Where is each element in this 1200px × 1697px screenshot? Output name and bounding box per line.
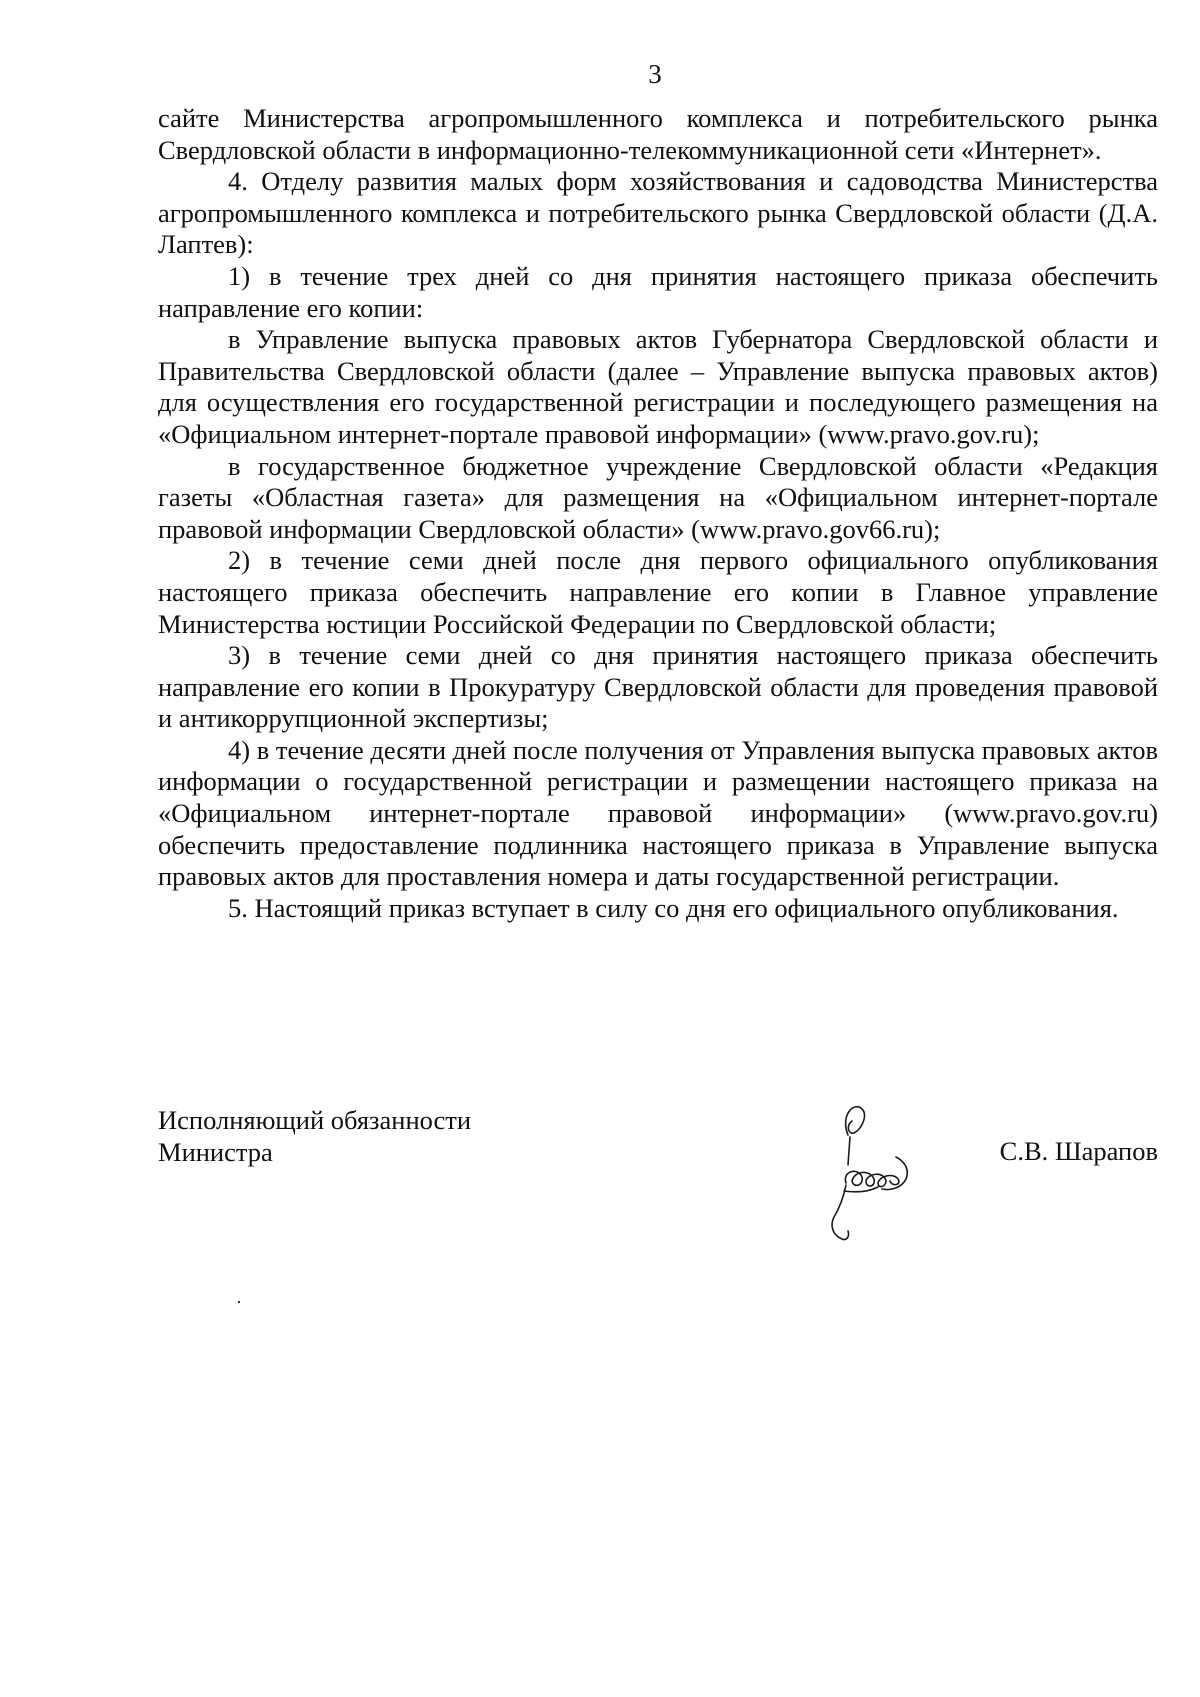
paragraph-subitem-4: 4) в течение десяти дней после получения от Управления выпуска правовых актов информации о государственной регистрации и размещении настоящего приказа на «Официальном интернет-портале правовой информации» (www.pravo.gov.ru) обеспечить предоставление подлинника настоящего приказа в Управление выпуска правовых актов для проставления номера и даты государственной регистрации.	[158, 734, 1158, 892]
paragraph-item-5: 5. Настоящий приказ вступает в силу со дня его официального опубликования.	[228, 892, 1119, 923]
scan-speck	[238, 1301, 240, 1303]
paragraph-subitem-3: 3) в течение семи дней со дня принятия настоящего приказа обеспечить направление его копии в Прокуратуру Свердловской области для проведения правовой и антикоррупционной экспертизы;	[158, 640, 1158, 734]
signatory-title-line-1: Исполняющий обязанности	[158, 1105, 472, 1135]
page-number: 3	[648, 59, 662, 89]
document-body	[158, 103, 1158, 924]
signatory-name: С.В. Шарапов	[999, 1136, 1158, 1166]
paragraph-subitem-2: 2) в течение семи дней после дня первого официального опубликования настоящего приказа обеспечить направление его копии в Главное управление Министерства юстиции Российской Федерации по Свердловской области;	[158, 545, 1158, 639]
paragraph-continuation: сайте Министерства агропромышленного комплекса и потребительского рынка Свердловской области в информационно-телекоммуникационной сети «Интернет».	[158, 103, 1158, 165]
handwritten-signature	[818, 1095, 928, 1245]
paragraph-subitem-1-recipient-2: в государственное бюджетное учреждение Свердловской области «Редакция газеты «Областная газета» для размещения на «Официальном интернет-портале правовой информации Свердловской области» (www.pravo.gov66.ru);	[158, 450, 1158, 544]
signature-block	[158, 1105, 1158, 1245]
signatory-title	[158, 1105, 471, 1168]
paragraph-subitem-1-recipient-1: в Управление выпуска правовых актов Губернатора Свердловской области и Правительства Свердловской области (далее – Управление выпуска правовых актов) для осуществления его государственной регистрации и последующего размещения на «Официальном интернет-портале правовой информации» (www.pravo.gov.ru);	[158, 324, 1158, 449]
signatory-title-line-2: Министра	[158, 1136, 273, 1167]
paragraph-subitem-1: 1) в течение трех дней со дня принятия настоящего приказа обеспечить направление его копии:	[158, 260, 1158, 323]
paragraph-item-4: 4. Отделу развития малых форм хозяйствования и садоводства Министерства агропромышленного комплекса и потребительского рынка Свердловской области (Д.А. Лаптев):	[158, 166, 1158, 260]
